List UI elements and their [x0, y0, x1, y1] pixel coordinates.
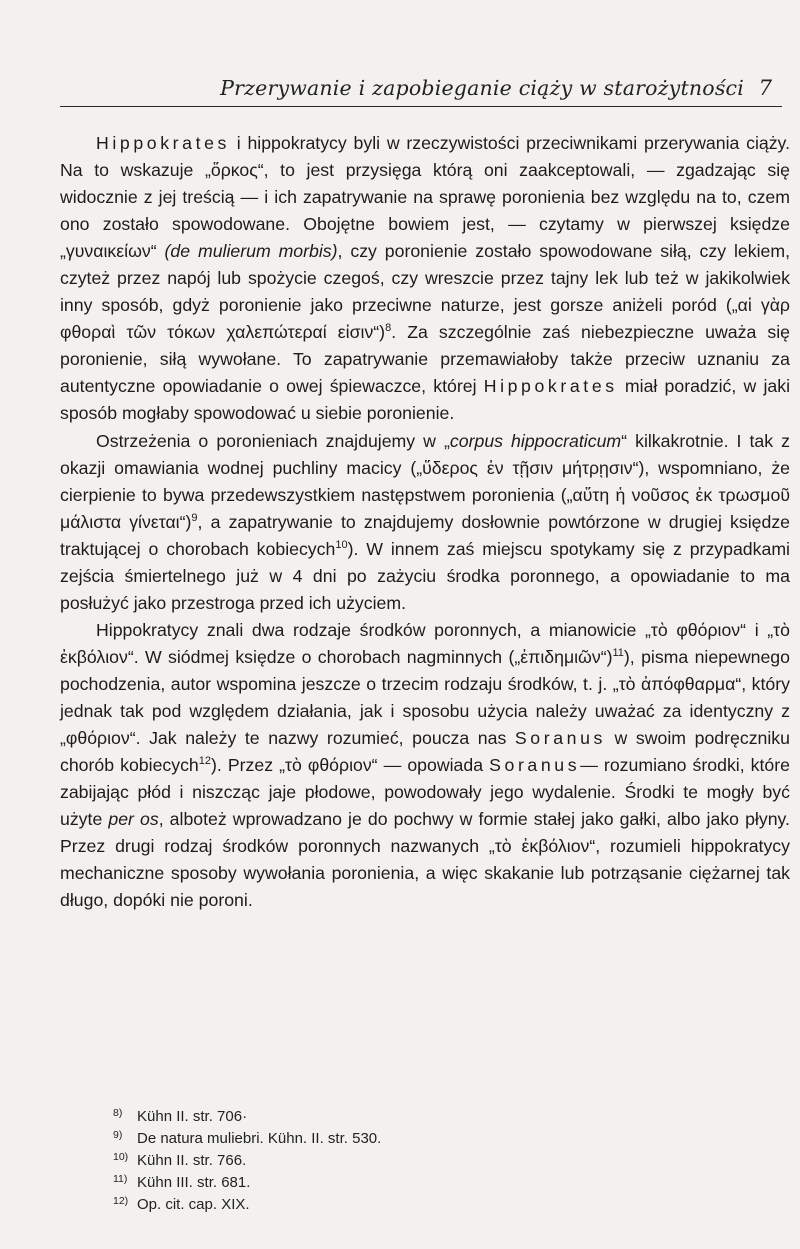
text-run: ), pisma niepewnego pochodzenia, autor wspomina jeszcze o trzecim rodzaju środków, t. j. „τὸ ἀπόφθαρμα“, który jednak tak pod względem działania, jak i sposobu użycia należy uważać za identyczny z „φθόριον“. Jak należy te nazwy rozumieć, poucza nas	[60, 646, 790, 749]
footnote-reference: 9	[191, 511, 198, 524]
page-number: 7	[758, 76, 772, 100]
footnote: 10) Kühn II. str. 766.	[113, 1151, 247, 1169]
italic-text: per os	[108, 809, 159, 830]
header-rule	[60, 106, 782, 107]
text-run: i hippokratycy byli w rzeczywistości przeciwnikami przerywania ciąży. Na to wskazuje „ὅρκος“, to jest przysięga którą oni zaakceptowali, — zgadzając się widocznie z jej treścią — i ich zapatrywanie na sprawę poronienia bez względu na to, czem ono zostało spowodowane. Obojętne bowiem jest, — czytamy w pierwszej księdze „γυναικείων“	[60, 133, 790, 262]
running-title: Przerywanie i zapobieganie ciąży w starożytności	[220, 76, 744, 100]
text-run: . Za szczególnie zaś niebezpieczne uważa się poronienie, siłą wywołane. To zapatrywanie przemawiałoby także przeciw uznaniu za autentyczne opowiadanie o owej śpiewaczce, której	[60, 322, 790, 397]
paragraph	[60, 428, 790, 617]
footnote-text: Kühn II. str. 766.	[137, 1152, 247, 1169]
footnote-reference: 8	[385, 322, 392, 335]
page-header	[60, 76, 790, 116]
footnote-reference: 12	[198, 755, 212, 768]
footnote: 8) Kühn II. str. 706·	[113, 1107, 248, 1125]
footnotes	[113, 1106, 513, 1216]
text-run: ). Przez „τὸ φθόριον“ — opowiada	[211, 755, 490, 776]
text-run: , czy poronienie zostało spowodowane siłą, czy lekiem, czyteż przez napój lub spożycie czegoś, czy wreszcie przez tajny lek lub też w jakikolwiek inny sposób, gdyż poronienie jako przeciwne naturze, jest gorsze aniżeli poród („αἱ γὰρ φθοραὶ τῶν τόκων χαλεπώτεραί εἰσιν“)	[60, 241, 790, 343]
footnote-reference: 11	[612, 646, 624, 659]
text-run: miał poradzić, w jaki sposób mogłaby spowodować u siebie poronienie.	[60, 376, 791, 424]
spaced-name: Soranus	[514, 728, 606, 749]
text-run: “ kilkakrotnie. I tak z okazji omawiania wodnej puchliny macicy („ὕδερος ἐν τῇσιν μήτρῃσιν“), wspomniano, że cierpienie to bywa przedewszystkiem następstwem poronienia („αὕτη ἡ νοῦσος ἐκ τρωσμοῦ μάλιστα γίνεται“)	[60, 430, 790, 532]
body-text	[60, 130, 790, 914]
text-run: w swoim podręczniku chorób kobiecych	[60, 728, 790, 776]
text-run: ). W innem zaś miejscu spotykamy się z przypadkami zejścia śmiertelnego już w 4 dni po zażyciu środka poronnego, a opowiadanie to ma posłużyć jako przestroga przed ich użyciem.	[60, 538, 790, 613]
footnote: 12) Op. cit. cap. XIX.	[113, 1195, 250, 1213]
footnote: 11) Kühn III. str. 681.	[113, 1173, 251, 1191]
footnote-text: Kühn III. str. 681.	[137, 1174, 251, 1191]
text-run: Hippokratycy znali dwa rodzaje środków poronnych, a mianowicie „τὸ φθόριον“ i „τὸ ἐκβόλιον“. W siódmej księdze o chorobach nagminnych („ἐπιδημιῶν“)	[60, 619, 790, 667]
footnote-text: De natura muliebri. Kühn. II. str. 530.	[137, 1130, 382, 1147]
footnote-text: Op. cit. cap. XIX.	[137, 1196, 250, 1213]
paragraph	[60, 617, 790, 915]
italic-text: (de mulierum morbis)	[164, 241, 338, 262]
paragraph	[60, 130, 790, 428]
text-run: , alboteż wprowadzano je do pochwy w formie stałej jako gałki, albo jako płyny. Przez drugi rodzaj środków poronnych nazwanych „τὸ ἐκβόλιον“, rozumieli hippokratycy mechaniczne sposoby wywołania poronienia, a więc skakanie lub potrząsanie ciężarnej tak długo, dopóki nie poroni.	[60, 809, 790, 911]
italic-text: corpus hippocraticum	[449, 430, 622, 451]
footnote-reference: 10	[335, 538, 348, 551]
text-run: — rozumiano środki, które zabijając płód i niszcząc jaje płodowe, powodowały jego wydalenie. Środki te mogły być użyte	[60, 755, 790, 830]
footnote-text: Kühn II. str. 706·	[137, 1108, 248, 1125]
spaced-name: Soranus	[489, 755, 581, 776]
text-run: , a zapatrywanie to znajdujemy dosłownie powtórzone w drugiej księdze traktującej o chorobach kobiecych	[60, 511, 790, 559]
spaced-name: Hippokrates	[96, 133, 230, 153]
footnote: 9) De natura muliebri. Kühn. II. str. 530.	[113, 1129, 382, 1147]
text-run: Ostrzeżenia o poronieniach znajdujemy w „	[96, 430, 450, 451]
spaced-name: Hippokrates	[483, 376, 618, 397]
